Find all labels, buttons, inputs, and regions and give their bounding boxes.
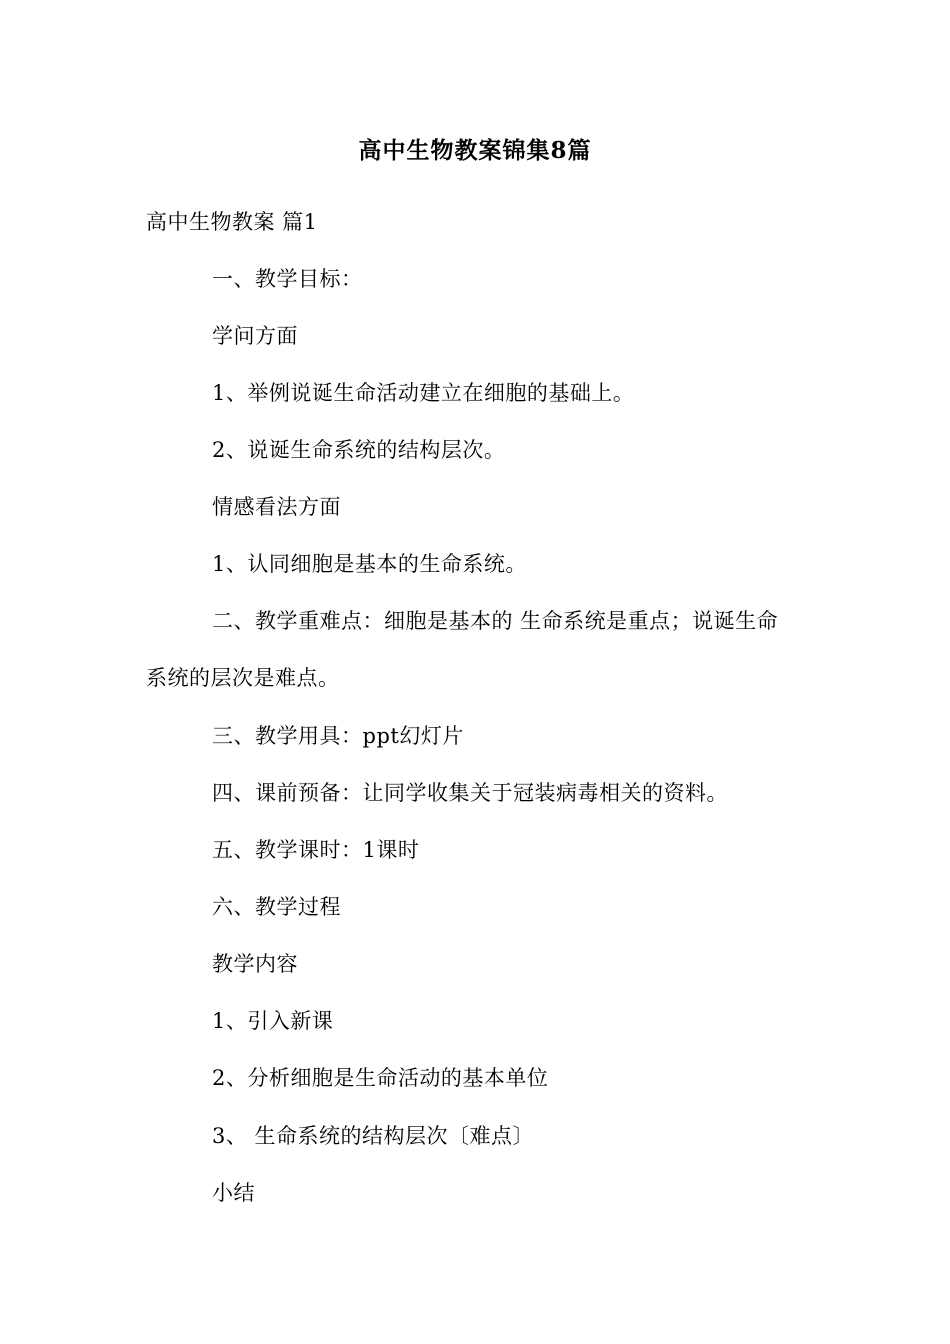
paragraph-line: 1、举例说诞生命活动建立在细胞的基础上。	[212, 381, 635, 405]
paragraph-line: 三、教学用具：ppt幻灯片	[212, 724, 464, 748]
paragraph-line: 二、教学重难点：细胞是基本的 生命系统是重点；说诞生命	[212, 609, 779, 633]
paragraph-line: 学问方面	[212, 324, 298, 348]
paragraph-line: 2、分析细胞是生命活动的基本单位	[212, 1066, 549, 1090]
paragraph-line: 小结	[212, 1181, 255, 1205]
paragraph-line: 1、认同细胞是基本的生命系统。	[212, 552, 527, 576]
paragraph-line: 一、教学目标：	[212, 267, 363, 291]
paragraph-line: 四、课前预备：让同学收集关于冠装病毒相关的资料。	[212, 781, 728, 805]
paragraph-line: 2、说诞生命系统的结构层次。	[212, 438, 506, 462]
paragraph-line: 系统的层次是难点。	[146, 666, 340, 690]
document-title: 高中生物教案锦集8篇	[358, 137, 592, 164]
paragraph-line: 六、教学过程	[212, 895, 341, 919]
paragraph-line: 教学内容	[212, 952, 298, 976]
section-heading: 高中生物教案 篇1	[146, 210, 318, 234]
paragraph-line: 情感看法方面	[212, 495, 341, 519]
paragraph-line: 五、教学课时：1课时	[212, 838, 420, 862]
paragraph-line: 3、 生命系统的结构层次〔难点〕	[212, 1124, 535, 1148]
paragraph-line: 1、引入新课	[212, 1009, 334, 1033]
